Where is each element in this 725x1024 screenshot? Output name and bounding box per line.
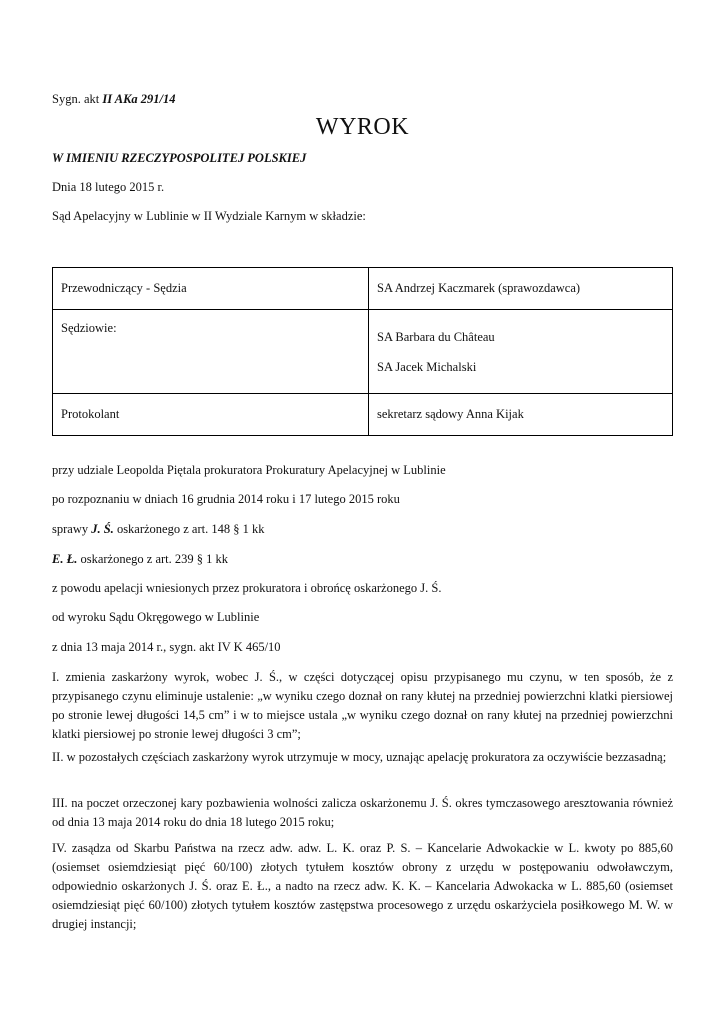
judge-name: SA Barbara du Château [377, 329, 495, 344]
defendant-2-name: E. Ł. [52, 552, 78, 566]
hearing-dates: po rozpoznaniu w dniach 16 grudnia 2014 roku i 17 lutego 2015 roku [52, 492, 400, 506]
ruling-item: IV. zasądza od Skarbu Państwa na rzecz adw. adw. L. K. oraz P. S. – Kancelarie Adwokackie w L. kwoty po 885,60 (osiemset osiemdziesiąt pięć 60/100) złotych tytułem kosztów obrony z urzędu w postępowaniu odwoławczym, odpowiednio oskarżonych J. Ś. oraz E. Ł., a nadto na rzecz adw. K. K. – Kancelaria Adwokacka w L. 885,60 (osiemset osiemdziesiąt pięć 60/100) złotych tytułem kosztów zastępstwa procesowego z urzędu oskarżyciela posiłkowego M. W. w drugiej instancji; [52, 841, 673, 931]
bench-row-judges [53, 310, 673, 394]
case-signature [52, 92, 176, 107]
judges-label: Sędziowie: [53, 310, 369, 394]
appeal-basis: z powodu apelacji wniesionych przez prokuratora i obrońcę oskarżonego J. Ś. [52, 581, 442, 595]
document-title: WYROK [315, 114, 410, 140]
document-subtitle: W IMIENIU RZECZYPOSPOLITEJ POLSKIEJ [52, 151, 307, 165]
ruling-item: II. w pozostałych częściach zaskarżony wyrok utrzymuje w mocy, uznając apelację prokuratora za oczywiście bezzasadną; [52, 750, 667, 764]
bench-row-clerk [53, 394, 673, 436]
lower-court-judgment: od wyroku Sądu Okręgowego w Lublinie [52, 610, 260, 624]
presiding-label: Przewodniczący - Sędzia [53, 268, 369, 310]
case-defendant-1 [52, 522, 264, 537]
court-composition: Sąd Apelacyjny w Lublinie w II Wydziale Karnym w składzie: [52, 209, 366, 223]
case-defendant-2 [52, 552, 228, 567]
defendant-1-charge: oskarżonego z art. 148 § 1 kk [113, 522, 265, 536]
ruling-item: III. na poczet orzeczonej kary pozbawienia wolności zalicza oskarżonemu J. Ś. okres tymczasowego aresztowania również od dnia 13 maja 2014 roku do dnia 18 lutego 2015 roku; [52, 796, 673, 829]
lower-court-judgment-date: z dnia 13 maja 2014 r., sygn. akt IV K 465/10 [52, 640, 281, 654]
judge-name: SA Jacek Michalski [377, 359, 477, 374]
case-signature-prefix: Sygn. akt [52, 92, 103, 106]
bench-row-presiding [53, 268, 673, 310]
judges-names [369, 310, 673, 394]
case-prefix: sprawy [52, 522, 92, 536]
judgment-date: Dnia 18 lutego 2015 r. [52, 180, 165, 194]
defendant-2-charge: oskarżonego z art. 239 § 1 kk [77, 552, 229, 566]
clerk-label: Protokolant [53, 394, 369, 436]
defendant-1-name: J. Ś. [91, 522, 114, 536]
case-signature-number: II AKa 291/14 [102, 92, 176, 106]
presiding-name: SA Andrzej Kaczmarek (sprawozdawca) [369, 268, 673, 310]
bench-table [52, 267, 673, 436]
prosecutor-participation: przy udziale Leopolda Piętala prokuratora Prokuratury Apelacyjnej w Lublinie [52, 463, 446, 477]
ruling-item: I. zmienia zaskarżony wyrok, wobec J. Ś., w części dotyczącej opisu przypisanego mu czynu, w ten sposób, że z przypisanego czynu eliminuje ustalenie: „w wyniku czego doznał on rany kłutej na przedniej powierzchni klatki piersiowej po stronie lewej długości 14,5 cm” i w to miejsce ustala „w wyniku czego doznał on rany kłutej na przedniej powierzchni klatki piersiowej po stronie lewej długości 3 cm”; [52, 670, 673, 741]
clerk-name: sekretarz sądowy Anna Kijak [369, 394, 673, 436]
